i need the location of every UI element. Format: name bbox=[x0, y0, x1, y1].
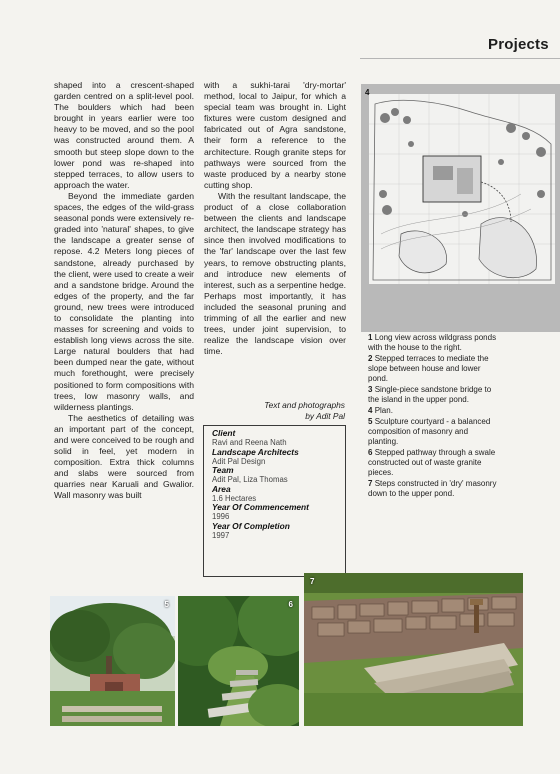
caption-text: Long view across wildgrass ponds with the house to the right. bbox=[368, 333, 497, 352]
info-label: Year Of Commencement bbox=[212, 502, 309, 512]
wing-block bbox=[457, 168, 473, 194]
header-divider bbox=[360, 58, 560, 59]
site-plan-figure bbox=[361, 84, 560, 332]
caption-number: 2 bbox=[368, 354, 373, 363]
caption-item bbox=[368, 406, 498, 416]
caption-number: 6 bbox=[368, 448, 373, 457]
caption-item bbox=[368, 417, 498, 447]
photo-dry-masonry-steps bbox=[304, 573, 523, 726]
info-completion bbox=[212, 522, 337, 541]
figure-captions bbox=[368, 333, 498, 500]
info-value: 1997 bbox=[212, 530, 230, 540]
info-commencement bbox=[212, 503, 337, 522]
info-value: 1996 bbox=[212, 512, 230, 522]
section-title: Projects bbox=[488, 36, 549, 53]
info-label: Team bbox=[212, 465, 234, 475]
credit-line: Text and photographs bbox=[264, 400, 345, 410]
steps-photo-image bbox=[304, 573, 523, 726]
caption-text: Plan. bbox=[374, 406, 393, 415]
info-area bbox=[212, 485, 337, 504]
paragraph: The aesthetics of detailing was an important part of the concept, and were conceived to be rough and solid in feel, yet modern in composition. Extra thick columns and slabs were sourced from quarries near Karuali and Gwalior. Wall masonry was built bbox=[54, 412, 194, 501]
info-client bbox=[212, 429, 337, 448]
courtyard-photo-image bbox=[50, 596, 175, 726]
caption-item bbox=[368, 479, 498, 499]
courtyard-block bbox=[433, 166, 453, 180]
caption-item bbox=[368, 354, 498, 384]
caption-text: Steps constructed in 'dry' masonry down to the upper pond. bbox=[368, 479, 497, 498]
figure-number: 5 bbox=[164, 600, 169, 609]
caption-item bbox=[368, 385, 498, 405]
caption-text: Stepped pathway through a swale constructed out of waste granite pieces. bbox=[368, 448, 496, 477]
info-value: Ravi and Reena Nath bbox=[212, 438, 287, 448]
figure-number: 6 bbox=[288, 600, 293, 609]
caption-item bbox=[368, 448, 498, 478]
credit-author: by Adit Pal bbox=[305, 410, 345, 421]
caption-number: 5 bbox=[368, 417, 373, 426]
info-label: Year Of Completion bbox=[212, 520, 290, 531]
site-plan-drawing bbox=[361, 84, 560, 332]
info-label: Client bbox=[212, 428, 236, 438]
info-value: Adit Pal, Liza Thomas bbox=[212, 475, 288, 485]
pathway-photo-image bbox=[178, 596, 299, 726]
caption-number: 4 bbox=[368, 406, 373, 415]
caption-item bbox=[368, 333, 498, 353]
body-text-column-1 bbox=[54, 80, 194, 502]
caption-number: 7 bbox=[368, 479, 373, 488]
caption-text: Stepped terraces to mediate the slope between house and lower pond. bbox=[368, 354, 489, 383]
info-value: Adit Pal Design bbox=[212, 456, 266, 466]
info-team bbox=[212, 466, 337, 485]
figure-number: 4 bbox=[365, 88, 370, 97]
caption-number: 1 bbox=[368, 333, 373, 342]
info-label: Area bbox=[212, 483, 231, 494]
info-label: Landscape Architects bbox=[212, 446, 299, 457]
paragraph: with a sukhi-tarai 'dry-mortar' method, local to Jaipur, for which a special team was brought in. Light fixtures were custom designed and fabricated out of Agra sandstone, their form a reference to the architecture. Rough granite steps for pathways were sourced from the waste produced by a nearby stone cutting shop. bbox=[204, 80, 346, 190]
figure-number: 7 bbox=[310, 577, 315, 586]
caption-text: Sculpture courtyard - a balanced composition of masonry and planting. bbox=[368, 417, 491, 446]
photo-sculpture-courtyard bbox=[50, 596, 175, 726]
info-value: 1.6 Hectares bbox=[212, 493, 257, 503]
paragraph: With the resultant landscape, the product of a close collaboration between the clients and landscape architect, the landscape strategy has since then involved modifications to the 'far' landscape over the last few years, to remove obstructing plants, and introduce new elements of interest, such as a serpentine hedge. Perhaps most importantly, it has included the seasonal pruning and trimming of all the earlier and new trees, under joint supervision, to realize the landscape vision over time. bbox=[204, 190, 346, 357]
photo-stepped-pathway bbox=[178, 596, 299, 726]
caption-text: Single-piece sandstone bridge to the island in the upper pond. bbox=[368, 385, 492, 404]
caption-number: 3 bbox=[368, 385, 373, 394]
photo-credit bbox=[244, 400, 345, 421]
paragraph: Beyond the immediate garden spaces, the edges of the wild-grass seasonal ponds were extensively re-graded into 'natural' shapes, to give the landscape a greater sense of repose. 4.2 Meters long pieces of sandstone, already purchased by the client, were used to create a weir and a sandstone bridge. Around the edges of the property, and the far ground, new trees were introduced to consolidate the planting into masses for screening and voids to establish long views across the site. Large natural boulders that had been dumped near the gate, without much forethought, were precisely positioned to form compositions with trees, low masonry walls, and wilderness plantings. bbox=[54, 190, 194, 412]
body-text-column-2 bbox=[204, 80, 346, 357]
project-info-box bbox=[203, 425, 346, 577]
info-landscape-architects bbox=[212, 448, 337, 467]
paragraph: shaped into a crescent-shaped garden centred on a split-level pool. The boulders which had been brought in years earlier were too heavy to be moved, and so the pool was constructed around them. A smooth but steep slope down to the lower pond was re-shaped into stepped terraces, to allow users to approach the water. bbox=[54, 80, 194, 190]
